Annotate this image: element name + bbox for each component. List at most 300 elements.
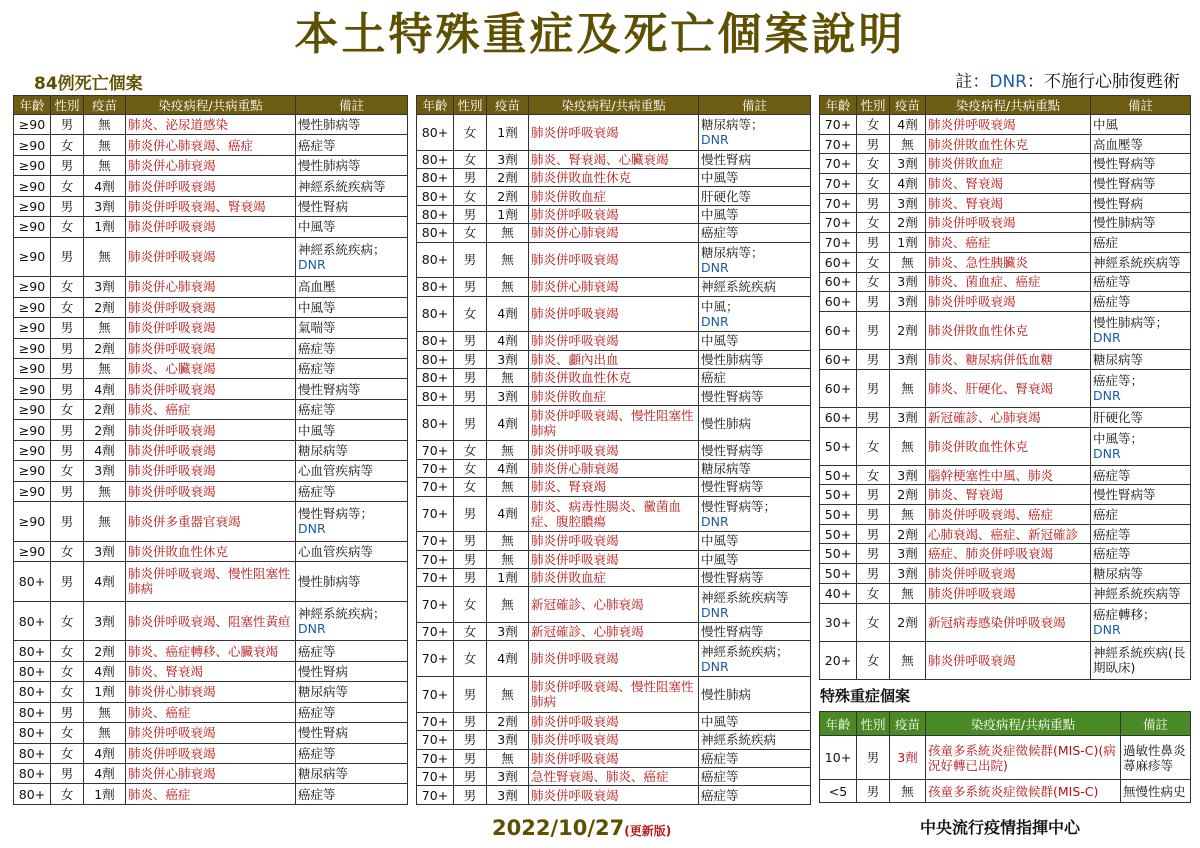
remarks-cell: 慢性肺病 — [699, 405, 811, 441]
course-cell: 肺炎併呼吸衰竭 — [926, 641, 1091, 679]
age-cell: 70+ — [417, 767, 454, 785]
vaccine-cell: 4劑 — [487, 332, 529, 350]
course-cell: 腦幹梗塞性中風、肺炎 — [926, 465, 1091, 485]
remarks-cell: 癌症等 — [699, 786, 811, 805]
vaccine-cell: 2劑 — [890, 213, 926, 233]
special-cases-title: 特殊重症個案 — [820, 687, 911, 705]
course-cell: 孩童多系統炎症徵候群(MIS-C)(病況好轉已出院) — [926, 736, 1121, 780]
age-cell: 60+ — [820, 272, 857, 292]
remarks-cell: 中風等； DNR — [1091, 427, 1191, 465]
col-course: 染疫病程/共病重點 — [126, 96, 296, 115]
table-row — [14, 784, 408, 805]
table-header-row — [417, 96, 811, 115]
sex-cell: 男 — [857, 193, 890, 213]
age-cell: 10+ — [820, 736, 857, 780]
vaccine-cell: 無 — [487, 532, 529, 550]
remarks-cell: 癌症等 — [296, 784, 408, 805]
vaccine-cell: 2劑 — [84, 420, 126, 440]
table-row — [14, 176, 408, 196]
col-sex: 性別 — [51, 96, 84, 115]
remarks-cell: 慢性腎病等； DNR — [296, 502, 408, 542]
remarks-cell: 氣喘等 — [296, 318, 408, 338]
course-cell: 肺炎、癌症轉移、心臟衰竭 — [126, 641, 296, 661]
table-row — [820, 427, 1191, 465]
vaccine-cell: 無 — [84, 115, 126, 135]
sex-cell: 男 — [454, 350, 487, 368]
table-row — [417, 587, 811, 623]
vaccine-cell: 2劑 — [84, 641, 126, 661]
table-row — [14, 641, 408, 661]
table-row — [417, 786, 811, 805]
remarks-cell: 中風等 — [699, 712, 811, 730]
remarks-cell: 神經系統疾病等 — [296, 176, 408, 196]
course-cell: 肺炎併呼吸衰竭 — [126, 237, 296, 277]
course-cell: 肺炎、腎衰竭 — [126, 661, 296, 681]
vaccine-cell: 無 — [890, 252, 926, 272]
vaccine-cell: 4劑 — [84, 176, 126, 196]
course-cell: 肺炎併敗血症 — [529, 187, 699, 205]
vaccine-cell: 4劑 — [84, 661, 126, 681]
sex-cell: 男 — [454, 242, 487, 278]
sex-cell: 女 — [857, 272, 890, 292]
vaccine-cell: 1劑 — [487, 569, 529, 587]
table-row — [820, 292, 1191, 312]
age-cell: ≥90 — [14, 358, 51, 378]
vaccine-cell: 1劑 — [84, 682, 126, 702]
remarks-cell: 慢性腎病等 — [1091, 174, 1191, 194]
sex-cell: 女 — [51, 541, 84, 561]
vaccine-cell: 無 — [84, 135, 126, 155]
course-cell: 肺炎併呼吸衰竭 — [126, 481, 296, 501]
course-cell: 癌症、肺炎併呼吸衰竭 — [926, 544, 1091, 564]
vaccine-cell: 無 — [487, 749, 529, 767]
course-cell: 肺炎併呼吸衰竭、腎衰竭 — [126, 196, 296, 216]
sex-cell: 男 — [454, 496, 487, 532]
remarks-cell: 肝硬化等 — [1091, 407, 1191, 427]
course-cell: 肺炎併多重器官衰竭 — [126, 502, 296, 542]
course-cell: 新冠確診、心肺衰竭 — [926, 407, 1091, 427]
age-cell: 70+ — [417, 731, 454, 749]
col-sex: 性別 — [857, 712, 890, 736]
table-row — [14, 743, 408, 763]
vaccine-cell: 無 — [890, 583, 926, 603]
table-row — [417, 459, 811, 477]
sex-cell: 女 — [454, 459, 487, 477]
sex-cell: 女 — [857, 641, 890, 679]
age-cell: <5 — [820, 780, 857, 803]
remarks-cell: 神經系統疾病； DNR — [296, 601, 408, 641]
note-text: ：不施行心肺復甦術 — [1027, 72, 1180, 92]
course-cell: 肺炎、肝硬化、腎衰竭 — [926, 369, 1091, 407]
remarks-cell: 癌症等 — [296, 743, 408, 763]
vaccine-cell: 2劑 — [487, 187, 529, 205]
age-cell: 80+ — [14, 601, 51, 641]
course-cell: 肺炎併心肺衰竭、癌症 — [126, 135, 296, 155]
remarks-cell: 高血壓 — [296, 277, 408, 297]
sex-cell: 女 — [51, 723, 84, 743]
sex-cell: 男 — [857, 780, 890, 803]
table-row — [820, 134, 1191, 154]
age-cell: 70+ — [820, 115, 857, 135]
table-row — [820, 544, 1191, 564]
sex-cell: 女 — [857, 427, 890, 465]
table-row — [14, 217, 408, 237]
col-remarks: 備註 — [1091, 96, 1191, 115]
sex-cell: 女 — [857, 115, 890, 135]
table-row — [417, 623, 811, 641]
table-row — [417, 405, 811, 441]
table-row — [820, 213, 1191, 233]
remarks-cell: 癌症等 — [1091, 272, 1191, 292]
vaccine-cell: 3劑 — [890, 465, 926, 485]
table-row — [417, 224, 811, 242]
course-cell: 肺炎併呼吸衰竭 — [126, 743, 296, 763]
vaccine-cell: 無 — [890, 505, 926, 525]
sex-cell: 男 — [857, 485, 890, 505]
age-cell: 70+ — [417, 496, 454, 532]
table-row — [14, 135, 408, 155]
course-cell: 肺炎併敗血性休克 — [529, 369, 699, 387]
col-sex: 性別 — [454, 96, 487, 115]
sex-cell: 男 — [857, 505, 890, 525]
course-cell: 肺炎併敗血性休克 — [926, 427, 1091, 465]
remarks-cell: 糖尿病等； DNR — [699, 115, 811, 151]
col-remarks: 備註 — [699, 96, 811, 115]
table-row — [14, 399, 408, 419]
remarks-cell: 癌症等 — [1091, 544, 1191, 564]
remarks-cell: 癌症 — [699, 369, 811, 387]
col-vaccine: 疫苗 — [487, 96, 529, 115]
table-row — [820, 524, 1191, 544]
remarks-cell: 神經系統疾病 — [699, 278, 811, 296]
sex-cell: 女 — [857, 252, 890, 272]
age-cell: 70+ — [820, 134, 857, 154]
page-title: 本土特殊重症及死亡個案說明 — [294, 9, 906, 60]
remarks-cell: 糖尿病等 — [296, 682, 408, 702]
table-row — [14, 196, 408, 216]
course-cell: 肺炎併敗血症 — [926, 154, 1091, 174]
remarks-cell: 癌症等 — [296, 641, 408, 661]
table-row — [417, 169, 811, 187]
table-row — [417, 387, 811, 405]
sex-cell: 女 — [857, 465, 890, 485]
special-cases-table — [819, 711, 1191, 803]
remarks-cell: 中風等 — [296, 297, 408, 317]
remarks-cell: 癌症等 — [699, 767, 811, 785]
sex-cell: 男 — [51, 420, 84, 440]
remarks-cell: 神經系統疾病等 — [1091, 252, 1191, 272]
table-row — [14, 502, 408, 542]
course-cell: 心肺衰竭、癌症、新冠確診 — [926, 524, 1091, 544]
course-cell: 肺炎併呼吸衰竭 — [529, 749, 699, 767]
course-cell: 肺炎併心肺衰竭 — [529, 278, 699, 296]
vaccine-cell: 4劑 — [487, 496, 529, 532]
vaccine-cell: 2劑 — [84, 399, 126, 419]
sex-cell: 男 — [454, 749, 487, 767]
course-cell: 肺炎併呼吸衰竭 — [126, 338, 296, 358]
age-cell: 70+ — [417, 786, 454, 805]
vaccine-cell: 無 — [487, 587, 529, 623]
vaccine-cell: 1劑 — [487, 205, 529, 223]
course-cell: 肺炎併呼吸衰竭 — [529, 712, 699, 730]
table-row — [417, 150, 811, 168]
age-cell: 50+ — [820, 524, 857, 544]
remarks-cell: 中風等 — [699, 169, 811, 187]
age-cell: 80+ — [417, 332, 454, 350]
vaccine-cell: 3劑 — [890, 407, 926, 427]
sex-cell: 男 — [51, 237, 84, 277]
remarks-cell: 中風 — [1091, 115, 1191, 135]
dnr-note — [955, 70, 1180, 94]
remarks-cell: 癌症等 — [296, 135, 408, 155]
sex-cell: 女 — [857, 154, 890, 174]
age-cell: ≥90 — [14, 115, 51, 135]
table-row — [14, 723, 408, 743]
remarks-cell: 糖尿病等 — [1091, 564, 1191, 584]
table-row — [820, 154, 1191, 174]
vaccine-cell: 3劑 — [890, 544, 926, 564]
sex-cell: 男 — [857, 564, 890, 584]
course-cell: 肺炎併呼吸衰竭、阻塞性黃疸 — [126, 601, 296, 641]
sex-cell: 女 — [51, 277, 84, 297]
table-row — [417, 496, 811, 532]
course-cell: 肺炎併呼吸衰竭 — [126, 176, 296, 196]
sex-cell: 男 — [454, 550, 487, 568]
sex-cell: 女 — [454, 296, 487, 332]
table-row — [417, 677, 811, 713]
death-cases-subtitle: 84例死亡個案 — [34, 74, 143, 94]
age-cell: 70+ — [417, 532, 454, 550]
vaccine-cell: 無 — [890, 427, 926, 465]
note-dnr: DNR — [989, 72, 1027, 92]
sex-cell: 男 — [857, 350, 890, 370]
course-cell: 肺炎併呼吸衰竭 — [126, 420, 296, 440]
remarks-cell: 中風等 — [296, 420, 408, 440]
course-cell: 肺炎併呼吸衰竭 — [529, 441, 699, 459]
age-cell: ≥90 — [14, 379, 51, 399]
remarks-cell: 糖尿病等； DNR — [699, 242, 811, 278]
sex-cell: 女 — [454, 224, 487, 242]
vaccine-cell: 無 — [487, 677, 529, 713]
course-cell: 肺炎併呼吸衰竭、慢性阻塞性肺病 — [126, 562, 296, 602]
age-cell: ≥90 — [14, 440, 51, 460]
vaccine-cell: 無 — [487, 550, 529, 568]
sex-cell: 男 — [454, 712, 487, 730]
sex-cell: 女 — [857, 213, 890, 233]
remarks-cell: 心血管疾病等 — [296, 541, 408, 561]
remarks-cell: 中風等 — [699, 205, 811, 223]
death-table-1 — [13, 95, 408, 805]
age-cell: 80+ — [417, 369, 454, 387]
remarks-cell: 中風； DNR — [699, 296, 811, 332]
vaccine-cell: 4劑 — [487, 296, 529, 332]
vaccine-cell: 3劑 — [84, 461, 126, 481]
age-cell: 80+ — [417, 405, 454, 441]
table-row — [417, 187, 811, 205]
age-cell: 80+ — [417, 296, 454, 332]
sex-cell: 女 — [454, 587, 487, 623]
vaccine-cell: 3劑 — [487, 350, 529, 368]
sex-cell: 女 — [51, 743, 84, 763]
age-cell: 70+ — [417, 441, 454, 459]
col-vaccine: 疫苗 — [890, 712, 926, 736]
table-row — [417, 478, 811, 496]
sex-cell: 女 — [454, 478, 487, 496]
age-cell: ≥90 — [14, 338, 51, 358]
sex-cell: 男 — [51, 379, 84, 399]
col-age: 年齡 — [820, 96, 857, 115]
vaccine-cell: 4劑 — [890, 115, 926, 135]
vaccine-cell: 無 — [890, 369, 926, 407]
vaccine-cell: 無 — [487, 369, 529, 387]
course-cell: 肺炎、腎衰竭 — [529, 478, 699, 496]
table-row — [14, 763, 408, 783]
table-row — [417, 205, 811, 223]
age-cell: 60+ — [820, 252, 857, 272]
col-sex: 性別 — [857, 96, 890, 115]
age-cell: 70+ — [417, 459, 454, 477]
course-cell: 肺炎、泌尿道感染 — [126, 115, 296, 135]
remarks-cell: 中風等 — [699, 532, 811, 550]
table-row — [820, 736, 1191, 780]
sex-cell: 男 — [51, 358, 84, 378]
vaccine-cell: 3劑 — [890, 193, 926, 213]
age-cell: 20+ — [820, 641, 857, 679]
sex-cell: 男 — [454, 169, 487, 187]
course-cell: 肺炎併呼吸衰竭 — [529, 786, 699, 805]
remarks-cell: 慢性肺病等； DNR — [1091, 311, 1191, 349]
vaccine-cell: 2劑 — [487, 169, 529, 187]
table-row — [14, 562, 408, 602]
sex-cell: 男 — [51, 115, 84, 135]
remarks-cell: 慢性肺病 — [699, 677, 811, 713]
age-cell: 50+ — [820, 465, 857, 485]
remarks-cell: 中風等 — [296, 217, 408, 237]
table-row — [14, 420, 408, 440]
sex-cell: 男 — [454, 205, 487, 223]
remarks-cell: 慢性腎病等 — [699, 623, 811, 641]
sex-cell: 女 — [454, 641, 487, 677]
remarks-cell: 慢性腎病 — [296, 661, 408, 681]
table-row — [417, 350, 811, 368]
sex-cell: 男 — [857, 736, 890, 780]
vaccine-cell: 4劑 — [84, 379, 126, 399]
age-cell: 70+ — [820, 154, 857, 174]
remarks-cell: 癌症 — [1091, 233, 1191, 253]
vaccine-cell: 無 — [84, 155, 126, 175]
sex-cell: 男 — [51, 196, 84, 216]
table-header-row — [820, 96, 1191, 115]
sex-cell: 女 — [51, 176, 84, 196]
vaccine-cell: 無 — [890, 641, 926, 679]
age-cell: 60+ — [820, 350, 857, 370]
age-cell: 70+ — [417, 587, 454, 623]
date-value: 2022/10/27 — [492, 816, 625, 840]
age-cell: ≥90 — [14, 237, 51, 277]
age-cell: 70+ — [417, 749, 454, 767]
remarks-cell: 慢性腎病 — [1091, 193, 1191, 213]
remarks-cell: 慢性腎病等； DNR — [699, 496, 811, 532]
remarks-cell: 慢性肺病等 — [296, 155, 408, 175]
sex-cell: 女 — [51, 135, 84, 155]
age-cell: ≥90 — [14, 420, 51, 440]
remarks-cell: 癌症等 — [296, 481, 408, 501]
col-course: 染疫病程/共病重點 — [529, 96, 699, 115]
table-row — [417, 242, 811, 278]
course-cell: 肺炎併敗血性休克 — [529, 169, 699, 187]
col-age: 年齡 — [14, 96, 51, 115]
table-row — [820, 369, 1191, 407]
table-row — [820, 407, 1191, 427]
age-cell: ≥90 — [14, 297, 51, 317]
vaccine-cell: 無 — [84, 702, 126, 722]
table-row — [417, 332, 811, 350]
age-cell: 80+ — [14, 723, 51, 743]
table-row — [14, 379, 408, 399]
course-cell: 肺炎併呼吸衰竭 — [529, 242, 699, 278]
sex-cell: 男 — [51, 440, 84, 460]
course-cell: 肺炎併呼吸衰竭 — [529, 731, 699, 749]
sex-cell: 男 — [857, 369, 890, 407]
sex-cell: 女 — [51, 682, 84, 702]
table-row — [417, 441, 811, 459]
vaccine-cell: 2劑 — [890, 485, 926, 505]
remarks-cell: 癌症等 — [699, 224, 811, 242]
age-cell: 70+ — [820, 213, 857, 233]
age-cell: 80+ — [14, 763, 51, 783]
table-row — [14, 541, 408, 561]
death-table-2 — [416, 95, 811, 805]
remarks-cell: 慢性腎病等 — [1091, 485, 1191, 505]
vaccine-cell: 3劑 — [84, 541, 126, 561]
vaccine-cell: 無 — [84, 723, 126, 743]
sex-cell: 女 — [454, 115, 487, 151]
vaccine-cell: 2劑 — [487, 712, 529, 730]
sex-cell: 女 — [51, 601, 84, 641]
age-cell: 70+ — [417, 478, 454, 496]
age-cell: 80+ — [14, 743, 51, 763]
sex-cell: 女 — [857, 174, 890, 194]
remarks-cell: 糖尿病等 — [1091, 350, 1191, 370]
course-cell: 肺炎併敗血症 — [529, 569, 699, 587]
vaccine-cell: 無 — [487, 441, 529, 459]
course-cell: 肺炎併心肺衰竭 — [126, 682, 296, 702]
table-row — [14, 601, 408, 641]
vaccine-cell: 無 — [487, 278, 529, 296]
age-cell: ≥90 — [14, 541, 51, 561]
age-cell: 70+ — [417, 623, 454, 641]
sex-cell: 男 — [857, 311, 890, 349]
remarks-cell: 糖尿病等 — [699, 459, 811, 477]
age-cell: 80+ — [417, 187, 454, 205]
sex-cell: 男 — [51, 155, 84, 175]
sex-cell: 男 — [51, 702, 84, 722]
sex-cell: 女 — [51, 784, 84, 805]
course-cell: 肺炎、菌血症、癌症 — [926, 272, 1091, 292]
vaccine-cell: 3劑 — [84, 277, 126, 297]
course-cell: 肺炎、癌症 — [926, 233, 1091, 253]
sex-cell: 男 — [51, 481, 84, 501]
date-note: (更新版) — [624, 824, 672, 838]
age-cell: 80+ — [417, 387, 454, 405]
sex-cell: 男 — [454, 405, 487, 441]
age-cell: ≥90 — [14, 196, 51, 216]
remarks-cell: 癌症等 — [1091, 524, 1191, 544]
course-cell: 肺炎併敗血性休克 — [926, 311, 1091, 349]
vaccine-cell: 1劑 — [84, 217, 126, 237]
sex-cell: 男 — [454, 786, 487, 805]
course-cell: 肺炎併呼吸衰竭 — [126, 461, 296, 481]
